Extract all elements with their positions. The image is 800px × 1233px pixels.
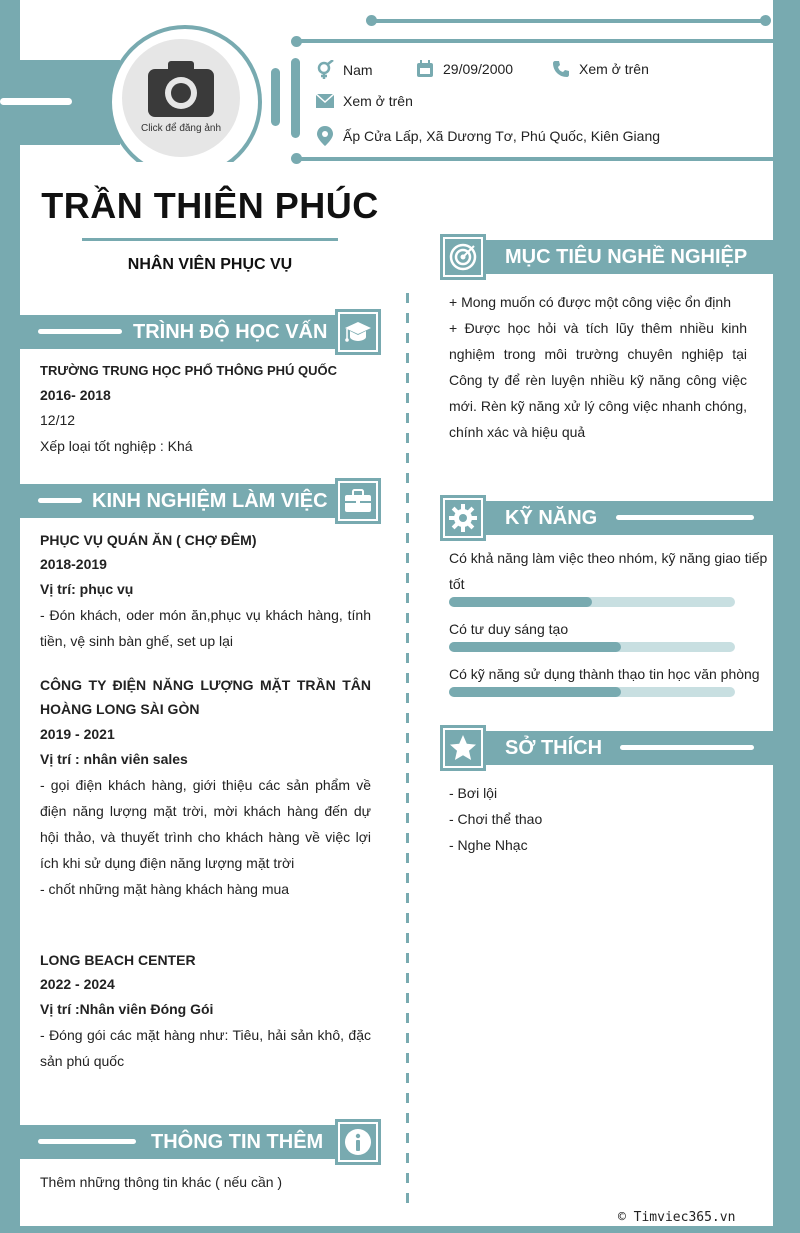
education-rank: Xếp loại tốt nghiệp : Khá [40,438,193,454]
header-line-top [370,19,766,23]
hobby-item: - Nghe Nhạc [449,837,528,853]
job-role: Vị trí : nhân viên sales [40,751,188,767]
phone-icon [552,60,570,78]
job-description: - Đóng gói các mặt hàng như: Tiêu, hải sản khô, đặc sản phú quốc [40,1027,371,1069]
header-line-lower [296,157,774,161]
mail-icon [316,94,334,108]
skills-header [484,501,773,535]
candidate-position: NHÂN VIÊN PHỤC VỤ [127,256,293,273]
calendar-icon [416,60,434,78]
avatar-label: Click để đăng ảnh [140,123,222,134]
extra-icon-box [335,1119,381,1165]
gear-icon [449,504,477,532]
skill-bar-fill [449,687,621,697]
hobby-item: - Bơi lội [449,785,498,801]
contact-phone [552,60,649,78]
header-divider-right [291,58,300,138]
contact-email [316,93,413,109]
education-header-line [38,329,122,334]
location-pin-icon [316,126,334,146]
extra-header-line [38,1139,136,1144]
objective-title: MỤC TIÊU NGHỀ NGHIỆP [505,245,748,268]
skill-bar [449,642,735,652]
gender-icon [316,60,334,80]
objective-header [484,240,773,274]
name-underline [82,238,338,241]
hobby-item: - Chơi thể thao [449,811,543,827]
contact-gender [316,60,373,80]
header-band-line [0,98,72,105]
job-years: 2018-2019 [40,556,107,572]
briefcase-icon [344,489,372,513]
job-description-extra: - chốt những mặt hàng khách hàng mua [40,881,290,897]
objective-line-1: + Mong muốn có được một công việc ổn định [449,294,731,310]
hobbies-header [484,731,773,765]
job-description: - gọi điện khách hàng, giới thiệu các sản phẩm về điện năng lượng mặt trời, mời khách hàng đến dự hội thảo, và thuyết trình cho khách hàng về việc lợi ích khi sử dụng điện năng lượng mặt trời [40,777,371,871]
extra-header [20,1125,338,1159]
experience-icon-box [335,478,381,524]
job-years: 2019 - 2021 [40,726,115,742]
skill-label: Có kỹ năng sử dụng thành thạo tin học văn phòng [449,666,760,682]
contact-birthday [416,60,513,78]
contact-address [316,126,660,146]
header-divider-left [271,68,280,126]
skill-label: Có tư duy sáng tạo [449,621,569,637]
candidate-name: TRẦN THIÊN PHÚC [41,185,379,226]
skills-header-line [616,515,754,520]
extra-title: THÔNG TIN THÊM [151,1130,324,1153]
extra-text: Thêm những thông tin khác ( nếu cần ) [40,1174,283,1190]
target-icon [449,243,477,271]
education-header [20,315,338,349]
avatar-upload[interactable] [122,39,240,157]
frame-bottom [0,1226,800,1233]
job-description: - Đón khách, oder món ăn,phục vụ khách hàng, tính tiền, vệ sinh bàn ghế, set up lại [40,607,371,649]
job-company: CÔNG TY ĐIỆN NĂNG LƯỢNG MẶT TRẦN TÂN HOÀNG LONG SÀI GÒN [40,677,371,717]
job-company: PHỤC VỤ QUÁN ĂN ( CHỢ ĐÊM) [40,532,257,548]
frame-right [773,0,800,1233]
skills-icon-box [440,495,486,541]
experience-header-line [38,498,82,503]
hobbies-header-line [620,745,754,750]
job-role: Vị trí :Nhân viên Đóng Gói [40,1001,214,1017]
objective-line-2: + Được học hỏi và tích lũy thêm nhiều kinh nghiệm trong môi trường chuyên nghiệp tại Công ty để rèn luyện nhiều kỹ năng công việc mới. Rèn kỹ năng xử lý công việc nhanh chóng, chính xác và hiệu quả [449,320,747,440]
skill-bar [449,597,735,607]
email-value: Xem ở trên [343,93,413,109]
footer-watermark: © Timviec365.vn [618,1210,736,1225]
skill-bar-fill [449,642,621,652]
skills-title: KỸ NĂNG [505,506,598,529]
birthday-value: 29/09/2000 [443,61,514,77]
education-years: 2016- 2018 [40,387,111,403]
gender-value: Nam [343,62,373,78]
experience-header [20,484,338,518]
star-icon [449,734,477,762]
hobbies-icon-box [440,725,486,771]
phone-value: Xem ở trên [579,61,649,77]
skill-bar-fill [449,597,592,607]
job-role: Vị trí: phục vụ [40,581,134,597]
info-icon [344,1128,372,1156]
skill-bar [449,687,735,697]
experience-title: KINH NGHIỆM LÀM VIỆC [92,489,328,512]
column-divider [406,293,409,1208]
camera-icon [146,59,216,119]
education-grade: 12/12 [40,412,76,428]
education-school: TRƯỜNG TRUNG HỌC PHỔ THÔNG PHÚ QUỐC [40,363,338,378]
header-line-upper [296,39,774,43]
graduation-cap-icon [344,320,372,344]
frame-left [0,0,20,1233]
avatar-ring-gap [100,162,272,182]
education-title: TRÌNH ĐỘ HỌC VẤN [133,320,328,343]
address-value: Ấp Cửa Lấp, Xã Dương Tơ, Phú Quốc, Kiên Giang [343,128,661,144]
skill-label: Có khả năng làm việc theo nhóm, kỹ năng giao tiếp tốt [449,550,768,592]
job-years: 2022 - 2024 [40,976,115,992]
header-line-dot [760,15,771,26]
job-company: LONG BEACH CENTER [40,952,196,968]
education-icon-box [335,309,381,355]
objective-icon-box [440,234,486,280]
hobbies-title: SỞ THÍCH [505,736,603,759]
